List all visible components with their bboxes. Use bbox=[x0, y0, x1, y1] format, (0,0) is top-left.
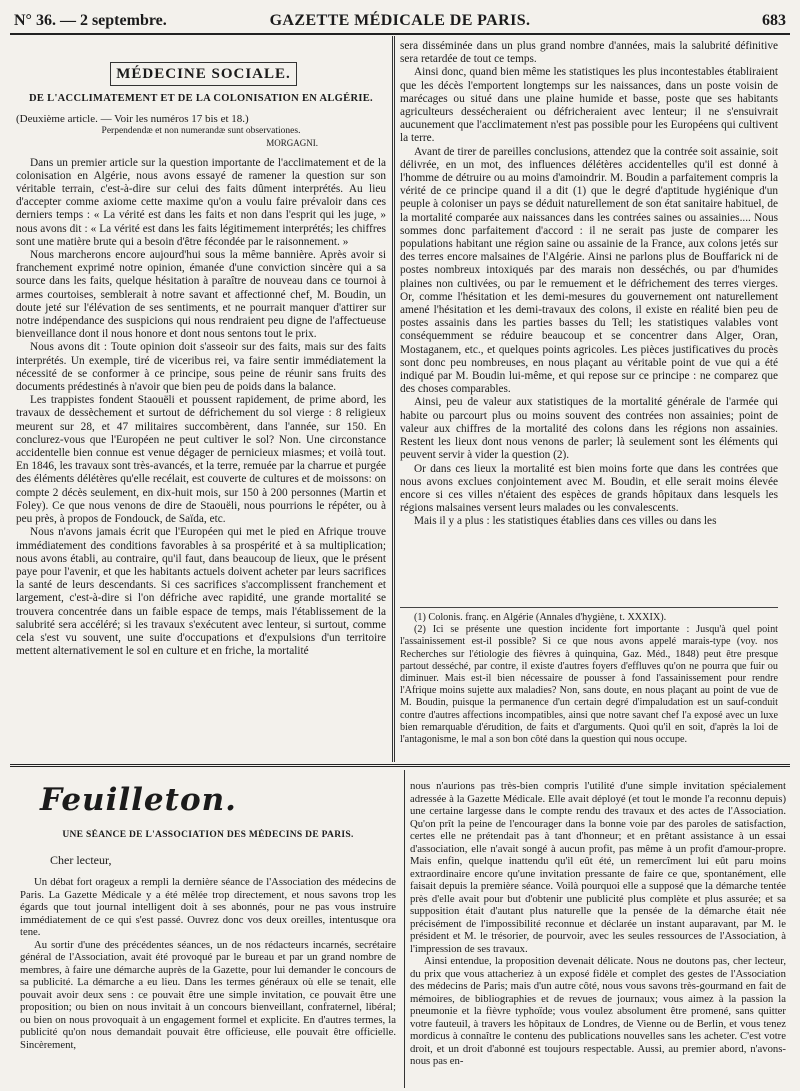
journal-title: GAZETTE MÉDICALE DE PARIS. bbox=[269, 12, 531, 29]
issue-number: N° 36. — 2 septembre. bbox=[14, 12, 167, 29]
feuilleton-column-divider bbox=[404, 770, 405, 1088]
page-header bbox=[14, 6, 786, 32]
section-title: MÉDECINE SOCIALE. bbox=[110, 62, 297, 86]
footnote: (1) Colonis. franç. en Algérie (Annales d'hygiène, t. XXXIX). bbox=[414, 612, 667, 623]
feuilleton-heading: UNE SÉANCE DE L'ASSOCIATION DES MÉDECINS DE PARIS. bbox=[62, 830, 354, 840]
column-divider bbox=[392, 36, 393, 762]
paragraph: Ainsi donc, quand bien même les statistiques les plus incontestables établiraient que les décès l'emportent longtemps sur les naissances, dans un poste voisin de marécages ou situé dans une plaine humide et basse, poste que ses habitants agriculteurs dessécheraient ou défricheraient avec lenteur; il ne s'ensuivrait aucunement que l'acclimatement n'est pas possible pour les Européens qui cultivent la terre. bbox=[400, 66, 778, 145]
paragraph: sera disséminée dans un plus grand nombre d'années, mais la salubrité définitive sera retardée de tout ce temps. bbox=[400, 40, 778, 66]
paragraph: Au sortir d'une des précédentes séances, un de nos rédacteurs incarnés, secrétaire général de l'Association, avait été provoqué par le bureau et par un grand nombre de membres, à faire une démarche auprès de la Gazette, pour lui demander le concours de sa publicité. La démarche a eu lieu. Dans les termes généraux où elle se tenait, elle pouvait avoir deux sens : ce pouvait être une simple invitation, ce pouvait être une proposition; ou bien on nous invitait à un concours bienveillant, confraternel, libéral; ou bien on nous provoquait à un engagement formel et explicite. En d'autres termes, la publicité qu'on nous demandait pouvait être officieuse, elle pouvait être officielle. Sincèrement, bbox=[20, 938, 396, 1051]
epigraph-author: MORGAGNI. bbox=[266, 138, 318, 149]
paragraph: Ainsi entendue, la proposition devenait délicate. Nous ne doutons pas, cher lecteur, du prix que vous attacheriez à un exposé fidèle et complet des gestes de l'Association des médecins de Paris; mais d'un autre côté, nous vous savons très-gourmand en fait de mémoires, de bibliographies et de revues de journaux; vous aimez à la passion la pneumonie et la fièvre typhoïde; vous voulez absolument être promené, sans quitter votre fauteuil, à travers les hôpitaux de Londres, de Vienne ou de Berlin, et vous tenez mordicus à connaître le contenu des publications nouvelles sans les acheter. C'est votre droit, et un droit d'abonné est toujours respectable. Aussi, au premier abord, n'avons-nous pas en- bbox=[410, 955, 786, 1067]
feuilleton-left-column bbox=[20, 829, 396, 1087]
paragraph: Ainsi, peu de valeur aux statistiques de la mortalité générale de l'armée qui habite ou parcourt plus ou moins souvent des contrées non assainies; point de valeur aux chiffres de la mortalité des colons dans les régions non assainies. Restent les lieux dont nous venons de parler; là seulement sont les éléments qui peuvent servir à vider la question (2). bbox=[400, 396, 778, 462]
epigraph: Perpendendæ et non numerandæ sunt observationes. bbox=[101, 126, 301, 137]
feuilleton-title: Feuilleton. bbox=[40, 782, 237, 818]
page-number: 683 bbox=[762, 12, 786, 29]
article-right-column bbox=[400, 40, 778, 600]
article-note: (Deuxième article. — Voir les numéros 17 bis et 18.) bbox=[16, 113, 249, 126]
footnote: (2) Ici se présente une question incidente fort importante : Jusqu'à quel point l'assainissement est-il possible? Si ce que nous avons appelé marais-type (voy. nos Recherches sur l'étiologie des fièvres à quinquina, Gaz. Méd., 1848) peut être presque partout desséché, par contre, il existe d'autres foyers d'effluves qu'on ne pourra que fuir ou diminuer. Mais est-il bien nécessaire de pousser à fond l'assainissement pour rendre l'Afrique moins sujette aux maladies? Non, sans doute, en nous plaçant au point de vue de M. Boudin, puisque la permanence d'un certain degré d'impaludation est un sauf-conduit contre d'autres affections incompatibles, ainsi que notre savant chef l'a exposé avec un luxe bien remarquable d'érudition, de faits et d'arguments. Quoi qu'il en soit, d'après la loi de l'antagonisme, le mal a son bon côté dans la question qui nous occupe. bbox=[400, 624, 778, 746]
paragraph: Nous avons dit : Toute opinion doit s'asseoir sur des faits, mais sur des faits interprétés. Un exemple, tiré de viceribus rei, va faire sentir immédiatement la nécessité de se conformer à ce principe, sous peine de réunir sans fruits des documents prédestinés à n'avoir que bien peu de poids dans la balance. bbox=[16, 341, 386, 394]
footnotes bbox=[400, 612, 778, 762]
paragraph: Or dans ces lieux la mortalité est bien moins forte que dans les contrées que nous avons exclues conjointement avec M. Boudin, et elle serait moins élevée encore si ces villes n'étaient des espèces de grands hôpitaux dans lesquels les régions malsaines versent leurs malades ou les convalescents. bbox=[400, 462, 778, 515]
paragraph: Mais il y a plus : les statistiques établies dans ces villes ou dans les bbox=[414, 515, 717, 528]
article-heading: DE L'ACCLIMATEMENT ET DE LA COLONISATION EN ALGÉRIE. bbox=[29, 93, 373, 104]
feuilleton-separator bbox=[10, 764, 790, 767]
feuilleton-right-column bbox=[410, 780, 786, 1088]
header-rule bbox=[10, 33, 790, 35]
salutation: Cher lecteur, bbox=[50, 852, 112, 867]
paragraph: Nous n'avons jamais écrit que l'Européen qui met le pied en Afrique trouve immédiatement des conditions favorables à sa prospérité et à sa multiplication; nous avons établi, au contraire, qu'il faut, dans beaucoup de lieux, que le présent paye pour l'avenir, et que les habitants actuels doivent acheter par leurs sacrifices la santé de leurs descendants. Si ces sacrifices s'accomplissent franchement et largement, c'est-à-dire si l'on défriche avec rapidité, une grande mortalité se trouvera concentrée dans un faible espace de temps, mais l'établissement de la salubrité sera accéléré; si les travaux s'exécutent avec lenteur, si surtout, comme cela s'est vu souvent, une suite d'occupations et d'expulsions d'un territoire mettent alternativement le sol en culture et en friche, la mortalité bbox=[16, 526, 386, 658]
paragraph: Nous marcherons encore aujourd'hui sous la même bannière. Après avoir si franchement exprimé notre opinion, émanée d'une conviction sincère qui a sa source dans les faits, quelque hésitation à paraître de nouveau dans ce tournoi à armes courtoises, semblerait à notre savant et affectionné chef, M. Boudin, un doute jeté sur l'élévation de ses sentiments, et ne pourrait manquer d'attirer sur notre indépendance des suspicions qui nous rendraient peu digne de l'affectueuse bienveillance dont il nous honore et dont nous sentons tout le prix. bbox=[16, 249, 386, 341]
paragraph: Dans un premier article sur la question importante de l'acclimatement et de la colonisation en Algérie, nous avons essayé de ramener la question sur son véritable terrain, c'est-à-dire sur celui des faits dûment interprétés. Au lieu d'accepter comme axiome cette maxime qu'on a voulu faire prévaloir dans ces derniers temps : « La vérité est dans les faits et non dans l'esprit qui les juge, » nous avons dit : « La vérité est dans les faits légitimement interprétés; les chiffres sont une matière brute qui a besoin d'être fécondée par le raisonnement. » bbox=[16, 156, 386, 248]
paragraph: Un débat fort orageux a rempli la dernière séance de l'Association des médecins de Paris. La Gazette Médicale y a été mêlée trop directement, et nous savons trop les égards que tout journal intelligent doit à ses abonnés, pour ne pas vous instruire immédiatement de ce qui s'est passé. Ouvrez donc vos deux oreilles, intentusque ora tene. bbox=[20, 876, 396, 938]
paragraph: Avant de tirer de pareilles conclusions, attendez que la contrée soit assainie, soit délivrée, en un mot, des influences délétères accidentelles qu'il est donné à l'homme de détruire ou au moins d'amoindrir. M. Boudin a parfaitement compris la vérité de ce principe quand il a dit (1) que le degré d'aptitude hygiénique d'un peuple à coloniser un pays se déduit naturellement de son état sanitaire habituel, de la mortalité comparée aux naissances dans les contrées saines ou assainies.... Nous sommes donc parfaitement d'accord : il ne serait pas juste de comparer les populations habitant une région saine ou assainie de la France, aux colons jetés sur des terres encore malsaines de l'Algérie. Ainsi ne parlons plus de Bouffarick ni de postes nombreux intoxiqués par des marais non desséchés, ou par d'humides plaines non cultivées, ou par le remuement et le défrichement des terres vierges. Or, comme l'hésitation et les demi-mesures du gouvernement ont naturellement amené l'hésitation et les demi-travaux des colons, il existe en réalité bien peu de postes assainis dans les parties basses du Tell; les statistiques valables vont conséquemment se réduire beaucoup et se concentrer dans Alger, Oran, Mostaganem, etc., et quelques points agricoles. Les pièces justificatives du procès sont donc peu nombreuses, en nous plaçant au véritable point de vue qui a été indiqué par M. Boudin lui-même, et qui repose sur ce principe : ne comparez que des choses comparables. bbox=[400, 145, 778, 396]
column-divider-inner bbox=[394, 36, 395, 762]
paragraph: Les trappistes fondent Staouëli et poussent rapidement, de prime abord, les travaux de dessèchement et surtout de défrichement du sol vierge : 8 religieux meurent sur 28, et 47 militaires succombèrent, dans l'année, sur 150. En conclurez-vous que l'Européen ne peut cultiver le sol? Non. Une circonstance accidentelle bien connue est venue dégager de pernicieux miasmes; et voilà tout. En 1846, les travaux sont très-avancés, et la terre, remuée par la charrue et purgée des éléments délétères qu'elle recélait, est couverte de cultures et de moissons: on compte 2 décès seulement, en dix-huit mois, sur 150 à 200 personnes (Martin et Foley). Ce que nous venons de dire de Staouëli, nous pourrions le répéter, ou à peu près, à propos de Fondouck, de Saïda, etc. bbox=[16, 394, 386, 526]
paragraph: nous n'aurions pas très-bien compris l'utilité d'une simple invitation spécialement adressée à la Gazette Médicale. Elle avait déployé (et tout le monde l'a reconnu depuis) une certaine largesse dans le compte rendu des travaux et des actes de l'Association. Qu'on prît la peine de l'encourager dans la bonne voie par des paroles de satisfaction, certes elle ne prétendait pas à tant d'honneur; et en prêtant assistance à un essai d'association, elle n'avait songé à aucun profit, pas même à un profit d'amour-propre. Mais enfin, quelque inattendu qu'il eût été, un remercîment lui eût paru moins extraordinaire encore qu'une invitation pressante de faire ce que, spontanément, elle faisait depuis la première séance. Voilà pourquoi elle a supposé que la démarche tentée près d'elle avait pour but d'obtenir une publicité plus complète et plus assurée; et sa supposition était d'autant plus naturelle que la pensée de la démarche était née précisément de l'impossibilité reconnue et déclarée un instant auparavant, par M. le président et M. le trésorier, de pourvoir, avec les seules ressources de l'Association, à l'impression de ses travaux. bbox=[410, 780, 786, 955]
footnote-rule bbox=[400, 607, 778, 608]
article-left-column bbox=[16, 58, 386, 758]
